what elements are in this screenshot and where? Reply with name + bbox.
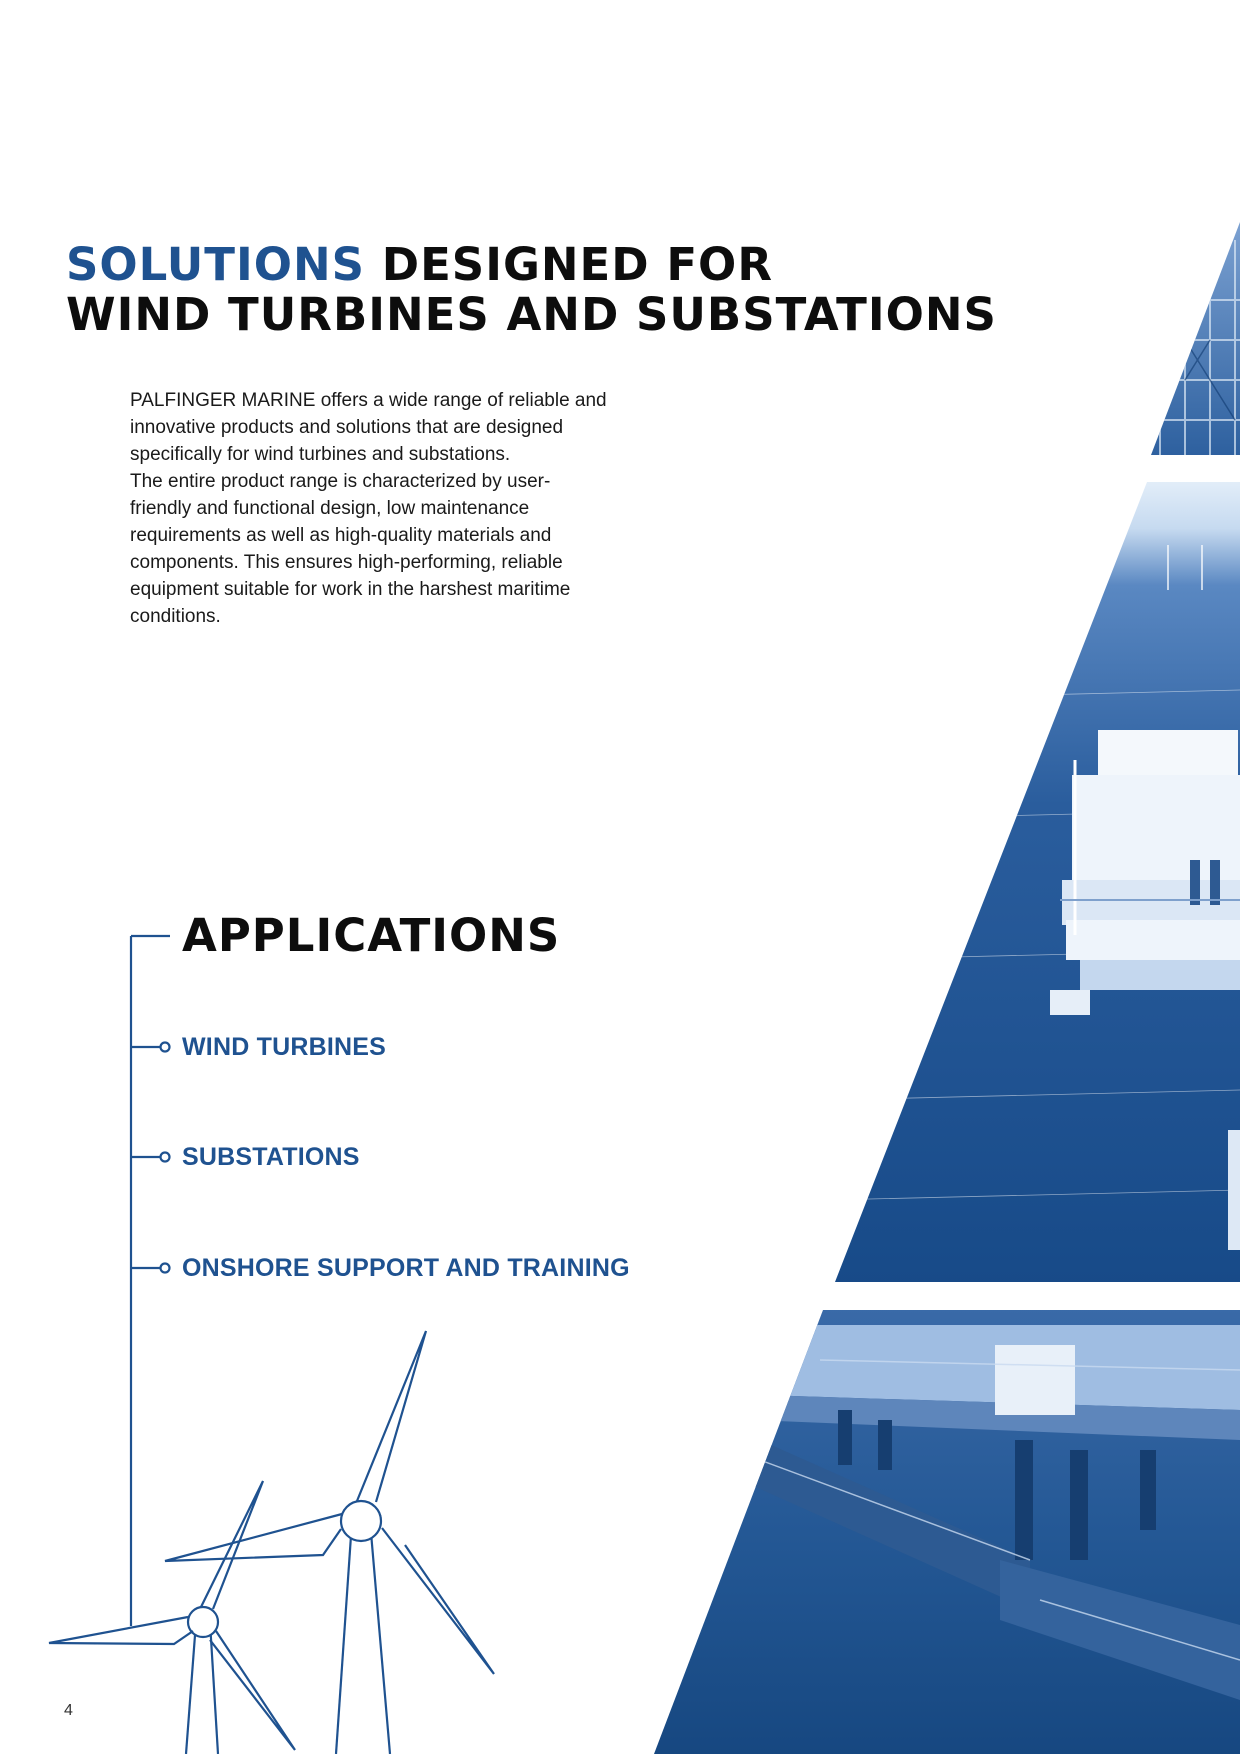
wind-turbine-small-icon [49, 1481, 295, 1754]
applications-title: APPLICATIONS [182, 909, 561, 962]
applications-timeline [131, 936, 170, 1626]
page-number: 4 [64, 1702, 73, 1719]
application-substations: SUBSTATIONS [182, 1143, 360, 1171]
application-wind-turbines: WIND TURBINES [182, 1033, 386, 1061]
application-onshore-support: ONSHORE SUPPORT AND TRAINING [182, 1254, 630, 1282]
title-line1: DESIGNED FOR [381, 238, 773, 291]
intro-paragraph-1: PALFINGER MARINE offers a wide range of reliable and innovative products and solutions that are designed specifically for wind turbines and substations. [130, 390, 607, 465]
title-line2: WIND TURBINES AND SUBSTATIONS [66, 288, 997, 341]
intro-paragraph-2: The entire product range is characterized by user-friendly and functional design, low maintenance requirements as well as high-quality materials and components. This ensures high-performing, reliable equipment suitable for work in the harshest maritime conditions. [130, 471, 571, 627]
title-accent: SOLUTIONS [66, 238, 366, 291]
